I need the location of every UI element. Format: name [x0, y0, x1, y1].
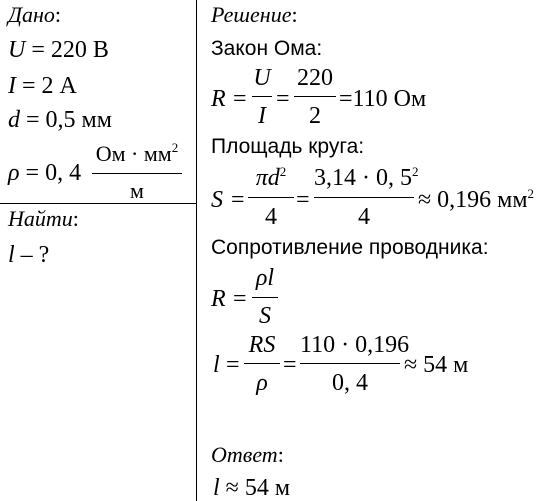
given-diameter: d = 0,5 мм — [8, 107, 112, 133]
ohm-num: U — [253, 65, 271, 91]
length-bar2 — [300, 363, 400, 364]
ohm-den2: 2 — [309, 103, 321, 129]
area-num2: 3,14 · 0, $5^2$ — [314, 164, 419, 191]
ohm-lhs: R — [211, 86, 226, 112]
find-header: Найти: — [8, 206, 79, 231]
area-bar — [248, 197, 294, 198]
length-eq1: = — [226, 352, 240, 378]
resistance-eq1: = — [233, 286, 247, 312]
length-eq2: = — [283, 352, 297, 378]
solution-header: Решение: — [211, 2, 298, 27]
length-num: RS — [248, 332, 276, 358]
area-lhs: S — [211, 187, 223, 213]
ohm-num2: 220 — [297, 65, 333, 91]
resistance-num: ρl — [255, 265, 275, 291]
length-result: ≈ 54 м — [404, 352, 469, 378]
answer-header: Ответ: — [211, 442, 284, 467]
given-header: Дано: — [8, 2, 62, 27]
resistivity-fraction-bar — [92, 173, 182, 174]
ohm-eq1: = — [233, 86, 247, 112]
ohm-bar — [252, 96, 272, 97]
resistivity-unit-numerator: Ом · $мм^2$ — [95, 140, 179, 166]
area-num: $\pi d^2$ — [255, 164, 287, 191]
length-lhs: l — [213, 352, 220, 378]
ohm-result: =110 Ом — [339, 86, 427, 112]
ohm-law-title: Закон Ома: — [211, 37, 323, 60]
given-current: I = 2 А — [8, 73, 77, 99]
length-bar — [244, 363, 280, 364]
ohm-bar2 — [294, 96, 336, 97]
given-resistivity: ρ = 0, 4 — [8, 160, 82, 186]
resistance-lhs: R — [211, 286, 226, 312]
area-title: Площадь круга: — [211, 135, 365, 158]
area-result: ≈ 0,196 $мм^2$ — [418, 186, 535, 213]
given-find-divider — [0, 203, 196, 204]
length-den2: 0, 4 — [332, 370, 368, 396]
answer-value: l ≈ 54 м — [213, 475, 291, 501]
length-den: ρ — [256, 370, 268, 396]
ohm-den: I — [258, 103, 266, 129]
area-den2: 4 — [358, 204, 370, 230]
ohm-eq2: = — [276, 86, 290, 112]
resistance-title: Сопротивление проводника: — [211, 236, 489, 259]
column-divider — [196, 0, 197, 501]
area-den: 4 — [265, 204, 277, 230]
resistivity-unit-denominator: м — [130, 178, 144, 203]
area-bar2 — [314, 197, 414, 198]
find-item: l – ? — [8, 242, 50, 268]
given-voltage: U = 220 В — [8, 37, 109, 63]
length-num2: 110 · 0,196 — [300, 332, 410, 358]
area-eq1: = — [231, 187, 245, 213]
resistance-den: S — [259, 303, 271, 329]
area-eq2: = — [296, 187, 310, 213]
resistance-bar — [252, 297, 278, 298]
